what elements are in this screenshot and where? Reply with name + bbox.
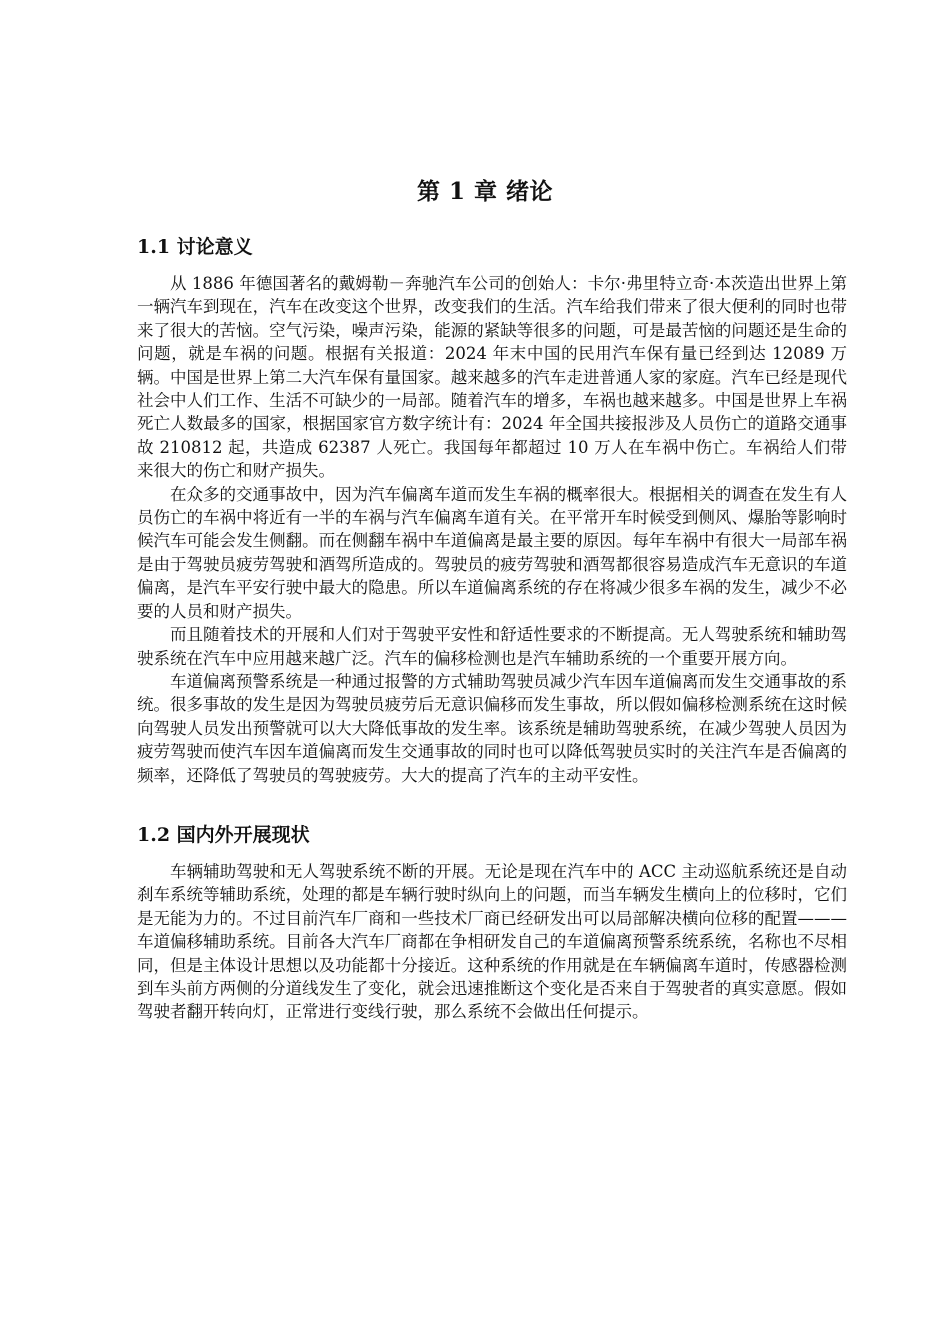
paragraph: 在众多的交通事故中，因为汽车偏离车道而发生车祸的概率很大。根据相关的调查在发生有人员伤亡的车祸中将近有一半的车祸与汽车偏离车道有关。在平常开车时候受到侧风、爆胎等影响时候汽车可能会发生侧翻。而在侧翻车祸中车道偏离是最主要的原因。每年车祸中有很大一局部车祸是由于驾驶员疲劳驾驶和酒驾所造成的。驾驶员的疲劳驾驶和酒驾都很容易造成汽车无意识的车道偏离，是汽车平安行驶中最大的隐患。所以车道偏离系统的存在将减少很多车祸的发生，减少不必要的人员和财产损失。 (137, 484, 847, 621)
section-heading-1-1: 1.1 讨论意义 (137, 236, 253, 258)
paragraph: 车辆辅助驾驶和无人驾驶系统不断的开展。无论是现在汽车中的 ACC 主动巡航系统还是自动刹车系统等辅助系统，处理的都是车辆行驶时纵向上的问题，而当车辆发生横向上的位移时，它们是无能为力的。不过目前汽车厂商和一些技术厂商已经研发出可以局部解决横向位移的配置———车道偏移辅助系统。目前各大汽车厂商都在争相研发自己的车道偏离预警系统系统，名称也不尽相同，但是主体设计思想以及功能都十分接近。这种系统的作用就是在车辆偏离车道时，传感器检测到车头前方两侧的分道线发生了变化，就会迅速推断这个变化是否来自于驾驶者的真实意愿。假如驾驶者翻开转向灯，正常进行变线行驶，那么系统不会做出任何提示。 (137, 861, 847, 1022)
paragraph: 车道偏离预警系统是一种通过报警的方式辅助驾驶员减少汽车因车道偏离而发生交通事故的系统。很多事故的发生是因为驾驶员疲劳后无意识偏移而发生事故，所以假如偏移检测系统在这时候向驾驶人员发出预警就可以大大降低事故的发生率。该系统是辅助驾驶系统，在减少驾驶人员因为疲劳驾驶而使汽车因车道偏离而发生交通事故的同时也可以降低驾驶员实时的关注汽车是否偏离的频率，还降低了驾驶员的驾驶疲劳。大大的提高了汽车的主动平安性。 (137, 671, 847, 785)
paragraph: 从 1886 年德国著名的戴姆勒－奔驰汽车公司的创始人：卡尔·弗里特立奇·本茨造出世界上第一辆汽车到现在，汽车在改变这个世界，改变我们的生活。汽车给我们带来了很大便利的同时也带来了很大的苦恼。空气污染，噪声污染，能源的紧缺等很多的问题，可是最苦恼的问题还是生命的问题，就是车祸的问题。根据有关报道：2024 年末中国的民用汽车保有量已经到达 12089 万辆。中国是世界上第二大汽车保有量国家。越来越多的汽车走进普通人家的家庭。汽车已经是现代社会中人们工作、生活不可缺少的一局部。随着汽车的增多，车祸也越来越多。中国是世界上车祸死亡人数最多的国家，根据国家官方数字统计有：2024 年全国共接报涉及人员伤亡的道路交通事故 210812 起，共造成 62387 人死亡。我国每年都超过 10 万人在车祸中伤亡。车祸给人们带来很大的伤亡和财产损失。 (137, 274, 847, 481)
section-heading-1-2: 1.2 国内外开展现状 (137, 823, 310, 846)
paragraph: 而且随着技术的开展和人们对于驾驶平安性和舒适性要求的不断提高。无人驾驶系统和辅助驾驶系统在汽车中应用越来越广泛。汽车的偏移检测也是汽车辅助系统的一个重要开展方向。 (137, 625, 847, 668)
chapter-title: 第 1 章 绪论 (416, 178, 554, 206)
document-body (137, 232, 847, 1024)
